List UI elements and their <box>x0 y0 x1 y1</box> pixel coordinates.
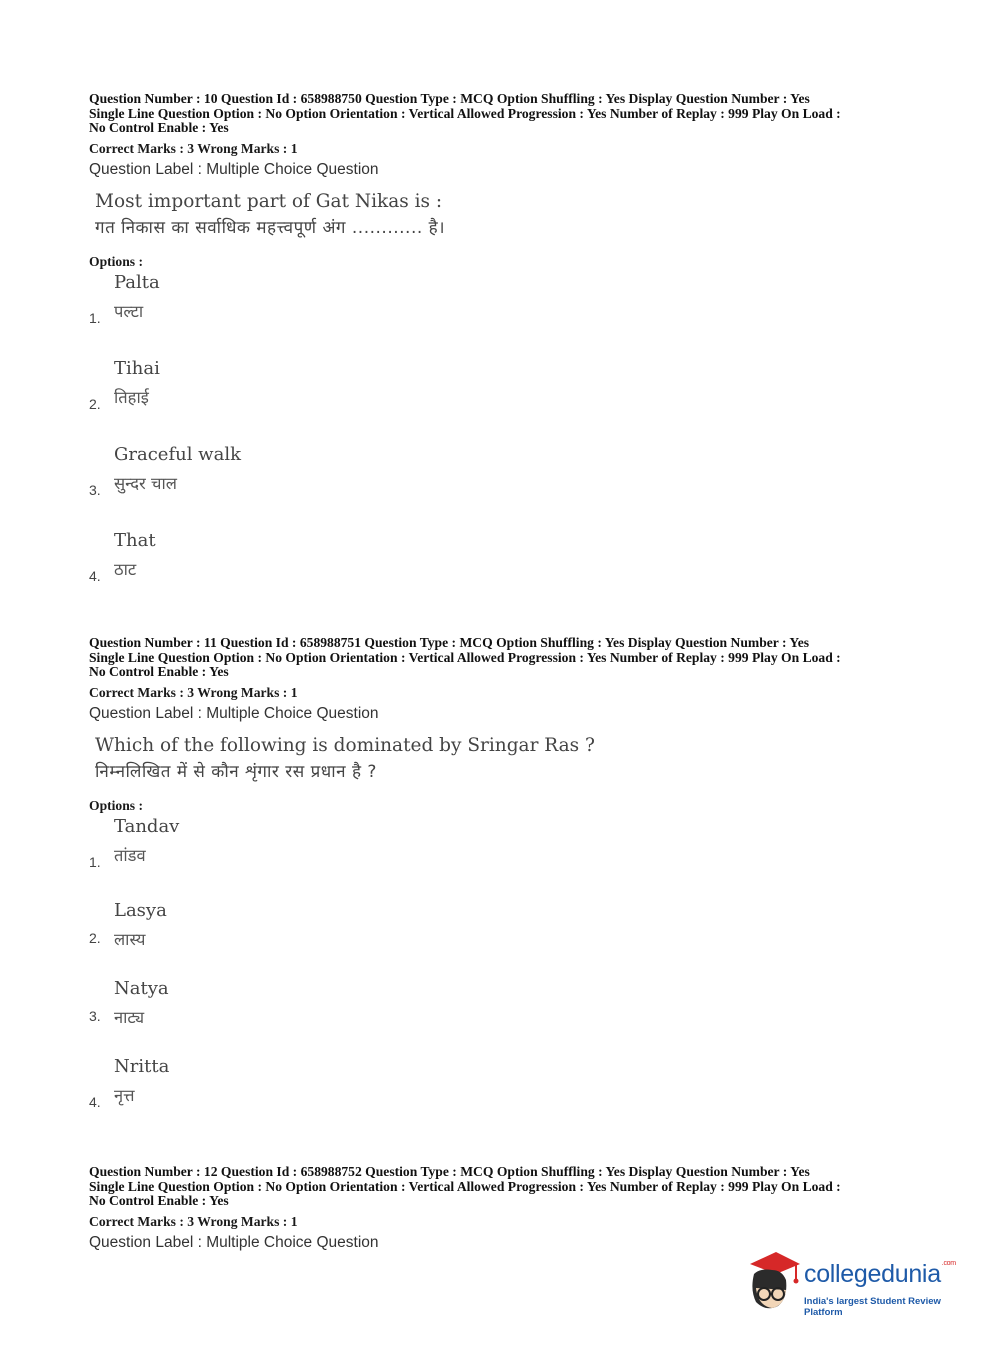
option-hindi: लास्य <box>114 929 146 949</box>
question-text-english: Which of the following is dominated by Sringar Ras ? <box>95 734 595 756</box>
option-number: 3. <box>89 1007 101 1024</box>
option-english: Palta <box>114 271 160 293</box>
option-1[interactable] <box>89 272 919 358</box>
question-meta <box>89 1165 919 1209</box>
question-text-hindi: गत निकास का सर्वाधिक महत्त्वपूर्ण अंग ............ है। <box>95 217 446 238</box>
option-hindi: ठाट <box>114 559 137 579</box>
question-meta <box>89 92 919 136</box>
option-number: 2. <box>89 929 101 946</box>
question-11 <box>89 636 919 1116</box>
option-3[interactable] <box>89 444 919 530</box>
meta-line-3: No Control Enable : Yes <box>89 120 229 135</box>
collegedunia-logo <box>742 1250 972 1320</box>
question-label: Question Label : Multiple Choice Question <box>89 1233 379 1251</box>
meta-line-1: Question Number : 10 Question Id : 658988750 Question Type : MCQ Option Shuffling : Yes Display Question Number : Yes <box>89 91 810 106</box>
question-label: Question Label : Multiple Choice Question <box>89 160 379 178</box>
question-meta <box>89 636 919 680</box>
option-number: 4. <box>89 1093 101 1110</box>
options-label: Options : <box>89 797 144 813</box>
option-4[interactable] <box>89 530 919 596</box>
option-4[interactable] <box>89 1056 919 1116</box>
option-hindi: तांडव <box>114 845 146 865</box>
option-number: 3. <box>89 481 101 498</box>
question-text-english: Most important part of Gat Nikas is : <box>95 190 443 212</box>
option-2[interactable] <box>89 358 919 444</box>
option-hindi: सुन्दर चाल <box>114 473 177 493</box>
question-text <box>95 188 919 242</box>
option-number: 1. <box>89 309 101 326</box>
option-hindi: तिहाई <box>114 387 149 407</box>
option-2[interactable] <box>89 900 919 978</box>
meta-line-3: No Control Enable : Yes <box>89 1193 229 1208</box>
option-hindi: नृत्त <box>114 1085 135 1105</box>
meta-line-1: Question Number : 11 Question Id : 658988751 Question Type : MCQ Option Shuffling : Yes Display Question Number : Yes <box>89 635 810 650</box>
option-english: That <box>114 529 156 551</box>
option-number: 1. <box>89 853 101 870</box>
option-english: Natya <box>114 977 169 999</box>
question-12 <box>89 1165 919 1252</box>
exam-page <box>89 91 919 1251</box>
option-hindi: पल्टा <box>114 301 144 321</box>
option-1[interactable] <box>89 816 919 900</box>
question-label: Question Label : Multiple Choice Question <box>89 704 379 722</box>
option-english: Tandav <box>114 815 180 837</box>
option-english: Lasya <box>114 899 167 921</box>
option-english: Nritta <box>114 1055 170 1077</box>
option-english: Graceful walk <box>114 443 241 465</box>
marks: Correct Marks : 3 Wrong Marks : 1 <box>89 140 298 156</box>
marks: Correct Marks : 3 Wrong Marks : 1 <box>89 1213 298 1229</box>
meta-line-1: Question Number : 12 Question Id : 658988752 Question Type : MCQ Option Shuffling : Yes Display Question Number : Yes <box>89 1164 810 1179</box>
marks: Correct Marks : 3 Wrong Marks : 1 <box>89 684 298 700</box>
question-10 <box>89 92 919 596</box>
meta-line-2: Single Line Question Option : No Option Orientation : Vertical Allowed Progression : Yes Number of Replay : 999 Play On Load : <box>89 649 841 665</box>
meta-line-2: Single Line Question Option : No Option Orientation : Vertical Allowed Progression : Yes Number of Replay : 999 Play On Load : <box>89 1178 841 1194</box>
mascot-icon <box>742 1250 802 1316</box>
option-hindi: नाट्य <box>114 1007 145 1027</box>
question-text <box>95 732 919 786</box>
brand-name: collegedunia$^{.com}$ <box>804 1260 956 1288</box>
question-text-hindi: निम्नलिखित में से कौन शृंगार रस प्रधान है ? <box>95 761 377 782</box>
options-list <box>89 272 919 596</box>
meta-line-3: No Control Enable : Yes <box>89 664 229 679</box>
options-label: Options : <box>89 253 144 269</box>
option-english: Tihai <box>114 357 160 379</box>
options-list <box>89 816 919 1116</box>
option-number: 2. <box>89 395 101 412</box>
option-number: 4. <box>89 567 101 584</box>
brand-tagline: India's largest Student Review Platform <box>804 1296 941 1318</box>
option-3[interactable] <box>89 978 919 1056</box>
meta-line-2: Single Line Question Option : No Option Orientation : Vertical Allowed Progression : Yes Number of Replay : 999 Play On Load : <box>89 105 841 121</box>
